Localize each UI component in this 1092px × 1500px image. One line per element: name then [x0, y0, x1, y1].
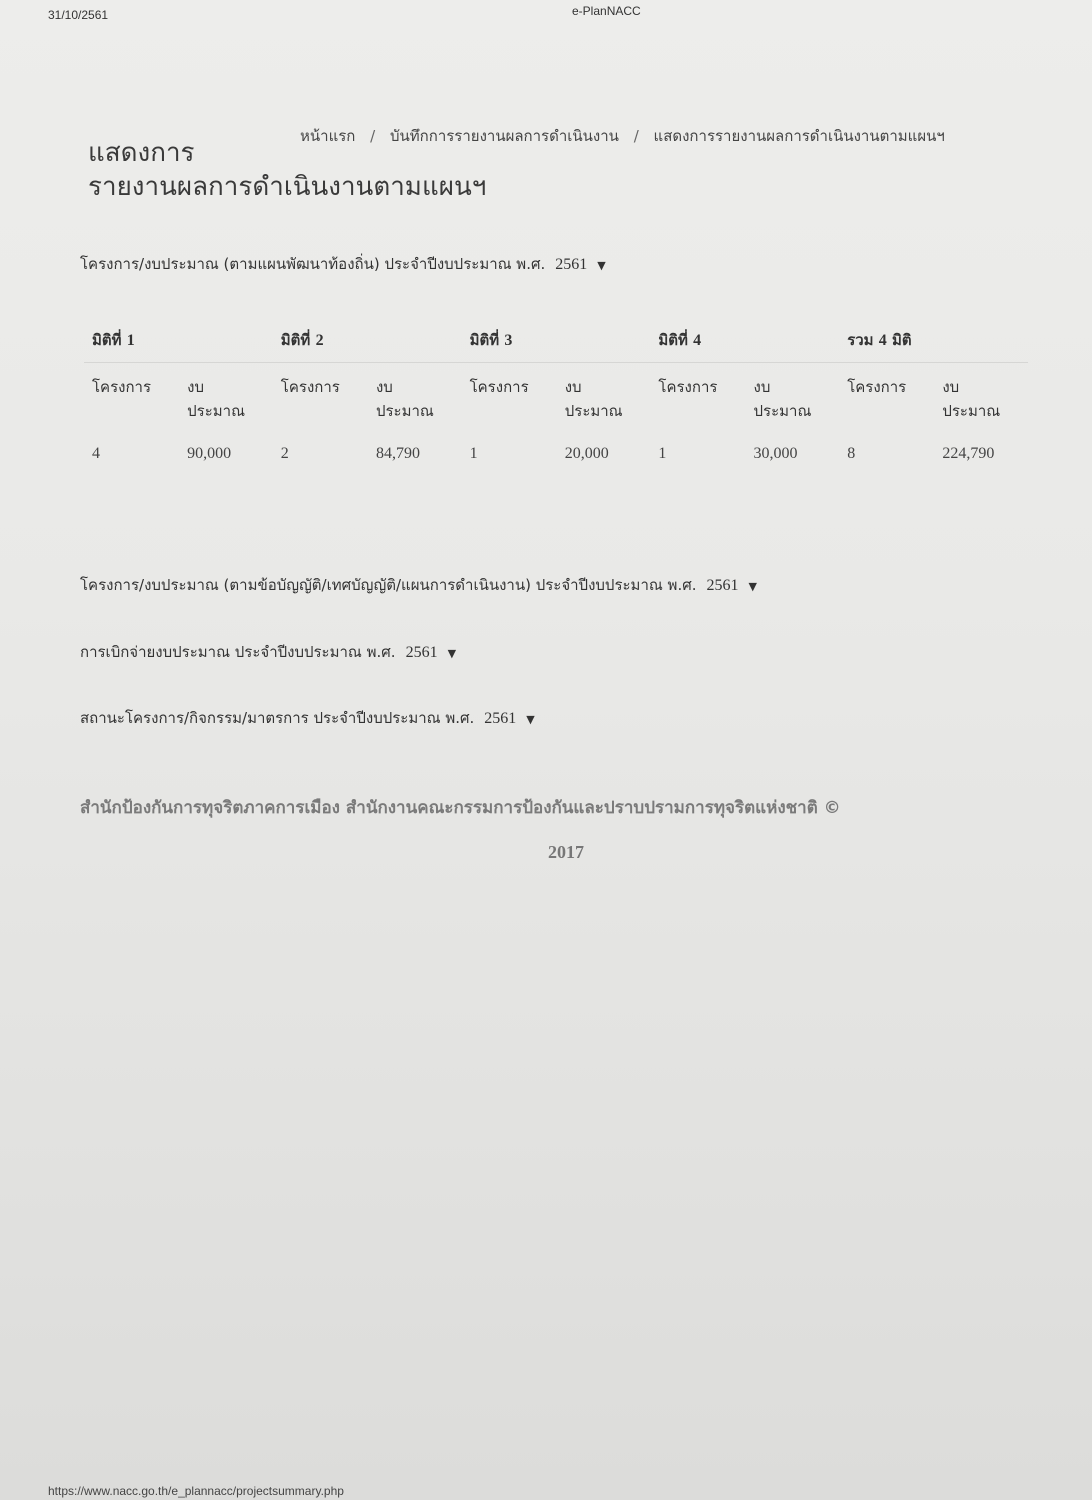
- group-header-total: รวม 4 มิติ: [839, 318, 1028, 363]
- breadcrumb-parent[interactable]: บันทึกการรายงานผลการดำเนินงาน: [390, 127, 619, 145]
- col-header-budget: งบ ประมาณ: [187, 378, 246, 420]
- group-header-dimension-2: มิติที่ 2: [273, 318, 462, 363]
- group-header-dimension-4: มิติที่ 4: [650, 318, 839, 363]
- col-header-projects: โครงการ: [92, 378, 152, 396]
- table-sub-header-row: [84, 363, 1028, 446]
- section-year: 2561: [484, 710, 517, 727]
- section-year: 2561: [706, 577, 739, 594]
- breadcrumb-separator: /: [370, 127, 376, 145]
- cell-d4-projects: 1: [658, 445, 667, 462]
- page-title-line1: แสดงการ: [88, 138, 195, 168]
- page-title: [88, 136, 486, 204]
- breadcrumb-home[interactable]: หน้าแรก: [300, 127, 356, 145]
- print-url: https://www.nacc.go.th/e_plannacc/projectsummary.php: [48, 1484, 344, 1498]
- cell-total-budget: 224,790: [942, 445, 995, 462]
- footer-year: 2017: [548, 842, 584, 862]
- section-local-plan-toggle[interactable]: [80, 252, 606, 276]
- col-header-budget: งบ ประมาณ: [753, 378, 812, 420]
- caret-down-icon: ▼: [597, 259, 606, 272]
- col-header-projects: โครงการ: [847, 378, 907, 396]
- col-header-projects: โครงการ: [280, 378, 340, 396]
- section-label: การเบิกจ่ายงบประมาณ ประจำปีงบประมาณ พ.ศ.: [80, 643, 396, 661]
- print-site-name: e-PlanNACC: [572, 4, 641, 18]
- footer-credit: สำนักป้องกันการทุจริตภาคการเมือง สำนักงานคณะกรรมการป้องกันและปราบปรามการทุจริตแห่งชาติ ©: [80, 798, 841, 818]
- table-group-header-row: [84, 318, 1028, 363]
- section-label: สถานะโครงการ/กิจกรรม/มาตรการ ประจำปีงบประมาณ พ.ศ.: [80, 709, 475, 727]
- group-header-dimension-3: มิติที่ 3: [462, 318, 651, 363]
- col-header-budget: งบ ประมาณ: [942, 378, 1001, 420]
- cell-total-projects: 8: [847, 445, 856, 462]
- cell-d1-budget: 90,000: [187, 445, 232, 462]
- cell-d1-projects: 4: [92, 445, 100, 462]
- caret-down-icon: ▼: [526, 713, 535, 726]
- col-header-budget: งบ ประมาณ: [564, 378, 623, 420]
- col-header-budget: งบ ประมาณ: [375, 378, 434, 420]
- section-project-status-toggle[interactable]: [80, 706, 535, 730]
- table-row: [84, 445, 1028, 473]
- section-label: โครงการ/งบประมาณ (ตามแผนพัฒนาท้องถิ่น) ประจำปีงบประมาณ พ.ศ.: [80, 255, 546, 273]
- cell-d3-projects: 1: [469, 445, 478, 462]
- caret-down-icon: ▼: [447, 647, 457, 660]
- group-header-dimension-1: มิติที่ 1: [84, 318, 273, 363]
- summary-table: [84, 318, 1028, 473]
- section-year: 2561: [555, 256, 588, 273]
- col-header-projects: โครงการ: [469, 378, 529, 396]
- cell-d3-budget: 20,000: [564, 445, 609, 462]
- section-ordinance-toggle[interactable]: [80, 573, 757, 597]
- print-date: 31/10/2561: [48, 8, 109, 22]
- cell-d2-budget: 84,790: [375, 445, 420, 462]
- cell-d2-projects: 2: [280, 445, 289, 462]
- section-year: 2561: [405, 644, 438, 661]
- caret-down-icon: ▼: [748, 580, 757, 593]
- breadcrumb-separator: /: [633, 127, 639, 145]
- page-title-line2: รายงานผลการดำเนินงานตามแผนฯ: [88, 172, 487, 202]
- col-header-projects: โครงการ: [658, 378, 718, 396]
- section-disbursement-toggle[interactable]: [80, 640, 456, 664]
- breadcrumb-current: แสดงการรายงานผลการดำเนินงานตามแผนฯ: [653, 127, 945, 145]
- section-label: โครงการ/งบประมาณ (ตามข้อบัญญัติ/เทศบัญญัติ/แผนการดำเนินงาน) ประจำปีงบประมาณ พ.ศ.: [80, 576, 697, 594]
- cell-d4-budget: 30,000: [753, 445, 798, 462]
